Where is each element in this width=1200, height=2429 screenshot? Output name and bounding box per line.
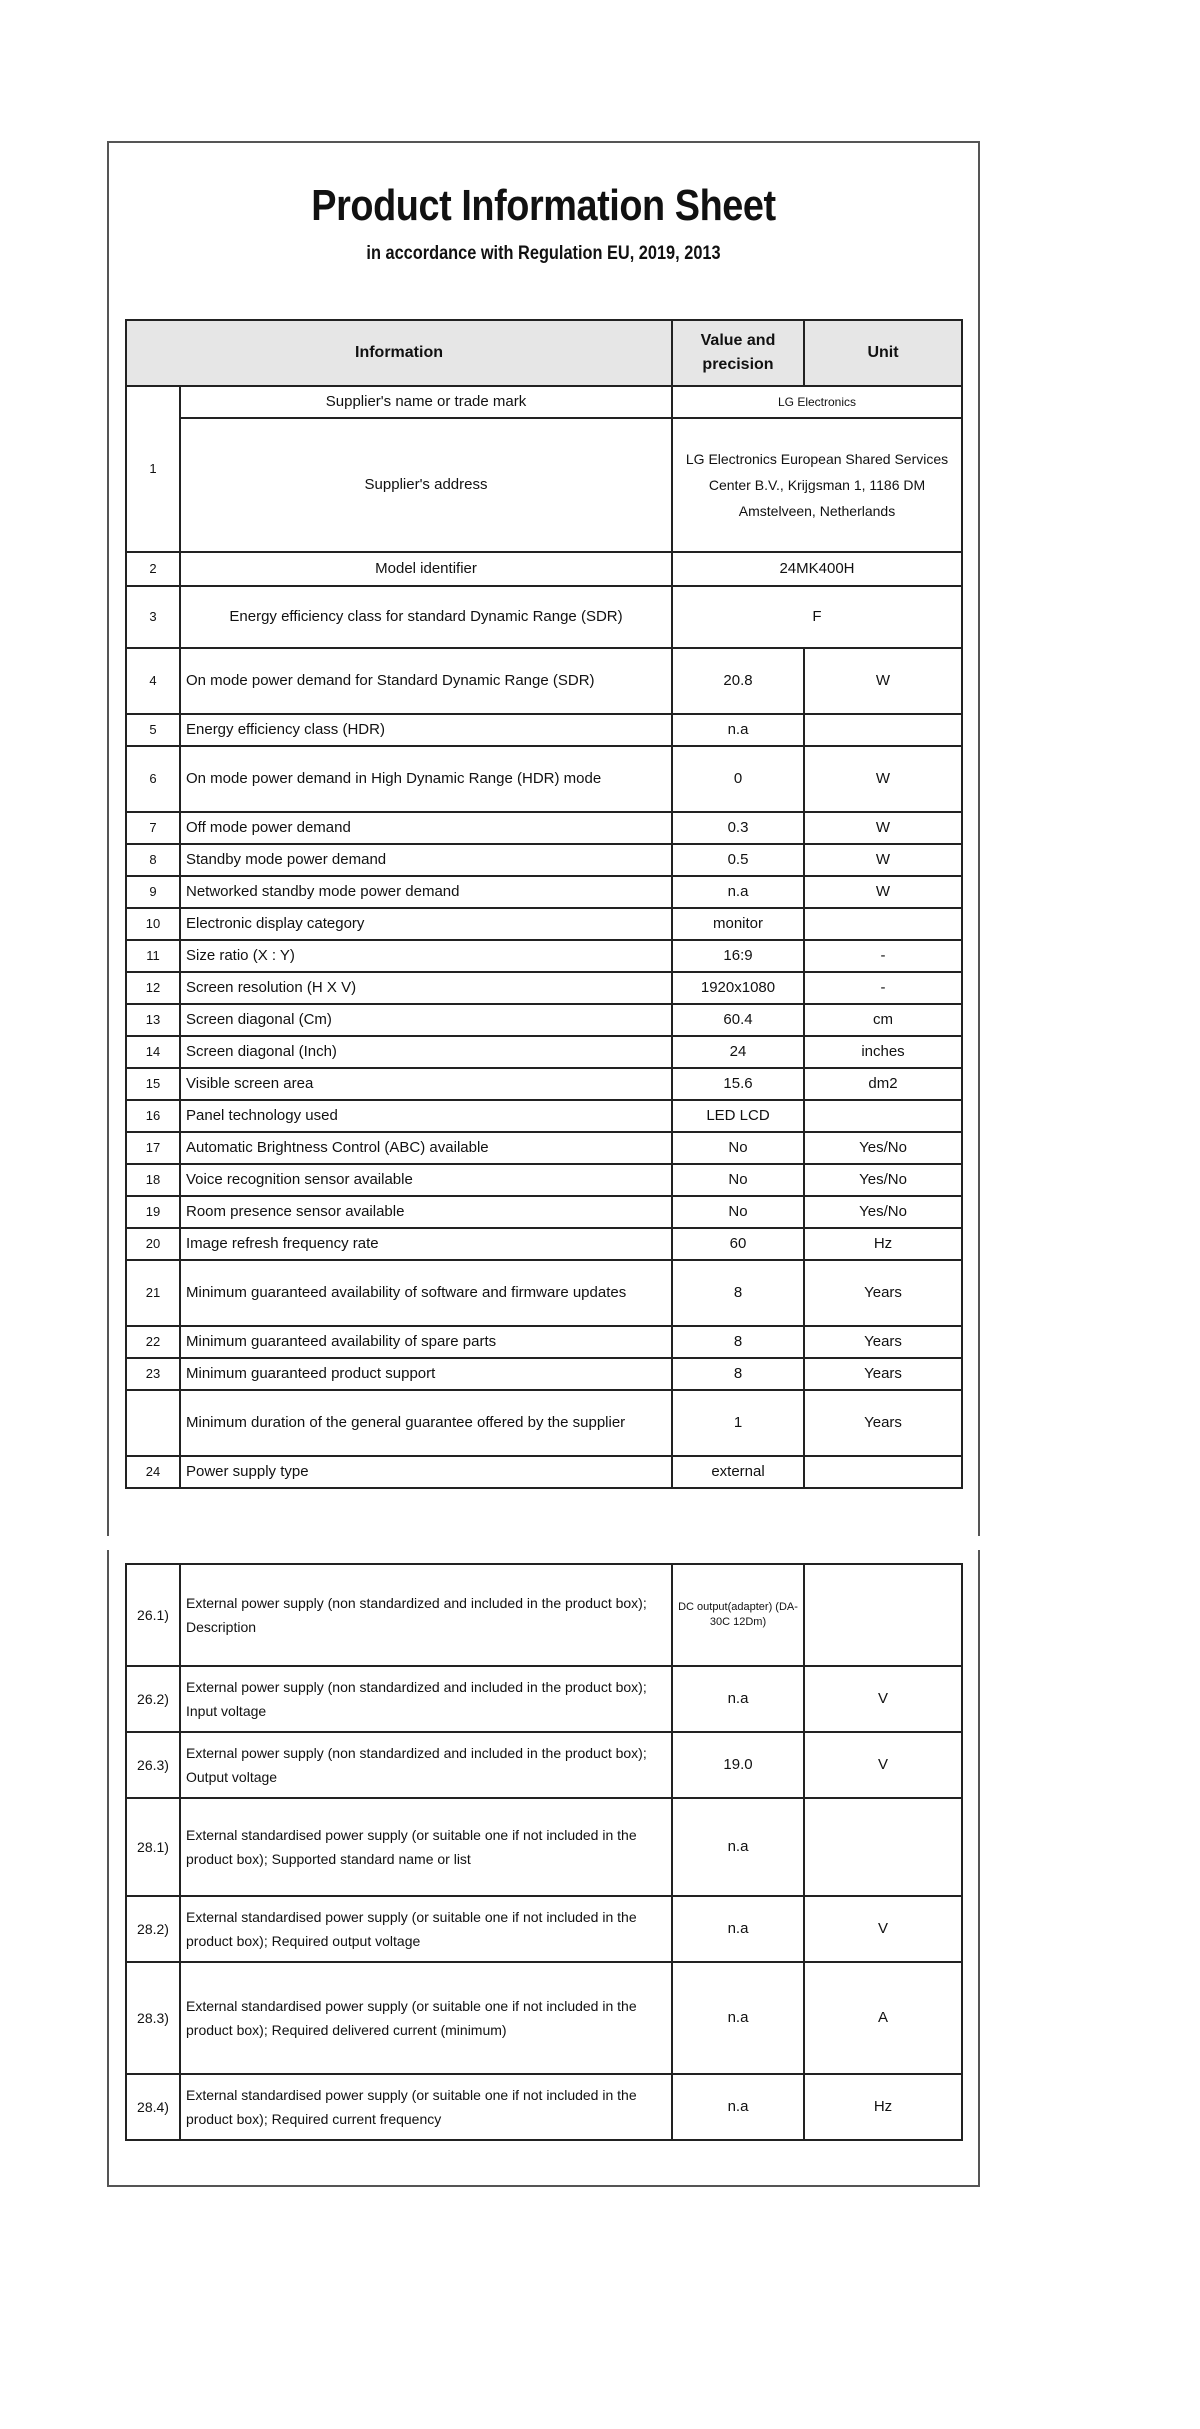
row-number: 28.1)	[126, 1798, 180, 1896]
table-row	[126, 1100, 962, 1132]
row-unit	[804, 714, 962, 746]
table-row	[126, 714, 962, 746]
row-label: Screen resolution (H X V)	[180, 972, 672, 1004]
row-label: Screen diagonal (Inch)	[180, 1036, 672, 1068]
row-value: 1	[672, 1390, 804, 1456]
row-label: Visible screen area	[180, 1068, 672, 1100]
row-label: Screen diagonal (Cm)	[180, 1004, 672, 1036]
row-value: n.a	[672, 1962, 804, 2074]
table-row	[126, 418, 962, 552]
row-unit: inches	[804, 1036, 962, 1068]
row-number: 10	[126, 908, 180, 940]
row-value: 1920x1080	[672, 972, 804, 1004]
row-unit: Years	[804, 1260, 962, 1326]
row-label: External power supply (non standardized and included in the product box); Input voltage	[180, 1666, 672, 1732]
row-label: Minimum duration of the general guarantee offered by the supplier	[180, 1390, 672, 1456]
row-unit: cm	[804, 1004, 962, 1036]
row-label: Off mode power demand	[180, 812, 672, 844]
row-value: 60	[672, 1228, 804, 1260]
row-value: n.a	[672, 714, 804, 746]
row-label: Automatic Brightness Control (ABC) available	[180, 1132, 672, 1164]
row-unit: W	[804, 812, 962, 844]
row-label: Model identifier	[180, 552, 672, 586]
row-number: 28.2)	[126, 1896, 180, 1962]
row-label: Supplier's name or trade mark	[180, 386, 672, 418]
row-label: Minimum guaranteed availability of software and firmware updates	[180, 1260, 672, 1326]
row-number: 6	[126, 746, 180, 812]
row-unit: V	[804, 1666, 962, 1732]
row-unit: Years	[804, 1390, 962, 1456]
row-number: 14	[126, 1036, 180, 1068]
row-number	[126, 1390, 180, 1456]
row-value: 24MK400H	[672, 552, 962, 586]
row-value: n.a	[672, 1798, 804, 1896]
row-number: 19	[126, 1196, 180, 1228]
table-row	[126, 1260, 962, 1326]
row-label: Room presence sensor available	[180, 1196, 672, 1228]
row-number: 22	[126, 1326, 180, 1358]
row-unit	[804, 1456, 962, 1488]
row-value: n.a	[672, 1666, 804, 1732]
table-row	[126, 1004, 962, 1036]
row-unit: dm2	[804, 1068, 962, 1100]
row-unit: W	[804, 876, 962, 908]
row-value: n.a	[672, 1896, 804, 1962]
product-information-sheet	[107, 141, 980, 2187]
row-value: 20.8	[672, 648, 804, 714]
row-value: 16:9	[672, 940, 804, 972]
row-label: Minimum guaranteed product support	[180, 1358, 672, 1390]
row-number: 12	[126, 972, 180, 1004]
table-row	[126, 1390, 962, 1456]
row-unit: Yes/No	[804, 1164, 962, 1196]
table-row	[126, 746, 962, 812]
table-header-row	[126, 320, 962, 386]
row-number: 17	[126, 1132, 180, 1164]
row-label: Panel technology used	[180, 1100, 672, 1132]
table-row	[126, 1326, 962, 1358]
row-value: 15.6	[672, 1068, 804, 1100]
row-label: Networked standby mode power demand	[180, 876, 672, 908]
row-value: LG Electronics European Shared Services Center B.V., Krijgsman 1, 1186 DM Amstelveen, Netherlands	[672, 418, 962, 552]
row-number: 2	[126, 552, 180, 586]
row-number: 5	[126, 714, 180, 746]
page-subtitle: in accordance with Regulation EU, 2019, 2013	[366, 243, 721, 264]
row-value: No	[672, 1164, 804, 1196]
col-header-unit: Unit	[804, 320, 962, 386]
row-number: 9	[126, 876, 180, 908]
table-row	[126, 1564, 962, 1666]
row-label: Minimum guaranteed availability of spare parts	[180, 1326, 672, 1358]
row-label: Voice recognition sensor available	[180, 1164, 672, 1196]
row-number: 23	[126, 1358, 180, 1390]
row-label: Energy efficiency class (HDR)	[180, 714, 672, 746]
row-number: 8	[126, 844, 180, 876]
row-label: Energy efficiency class for standard Dynamic Range (SDR)	[180, 586, 672, 648]
row-value: 19.0	[672, 1732, 804, 1798]
table-row	[126, 586, 962, 648]
row-value: external	[672, 1456, 804, 1488]
table-row	[126, 1666, 962, 1732]
row-label: External standardised power supply (or suitable one if not included in the product box); Supported standard name or list	[180, 1798, 672, 1896]
row-number: 7	[126, 812, 180, 844]
row-value: 24	[672, 1036, 804, 1068]
table-row	[126, 876, 962, 908]
row-value: 0.3	[672, 812, 804, 844]
row-value: F	[672, 586, 962, 648]
row-number: 4	[126, 648, 180, 714]
table-row	[126, 1732, 962, 1798]
table-row	[126, 2074, 962, 2140]
row-unit	[804, 908, 962, 940]
row-label: Size ratio (X : Y)	[180, 940, 672, 972]
row-value: 8	[672, 1358, 804, 1390]
table-row	[126, 1164, 962, 1196]
table-row	[126, 1358, 962, 1390]
table-row	[126, 386, 962, 418]
table-row	[126, 1896, 962, 1962]
row-value: 60.4	[672, 1004, 804, 1036]
row-number: 24	[126, 1456, 180, 1488]
row-unit	[804, 1564, 962, 1666]
row-number: 15	[126, 1068, 180, 1100]
table-row	[126, 1962, 962, 2074]
info-table	[125, 319, 963, 1489]
row-unit: Hz	[804, 1228, 962, 1260]
table-row	[126, 844, 962, 876]
row-label: External standardised power supply (or suitable one if not included in the product box); Required delivered current (minimum)	[180, 1962, 672, 2074]
table-row	[126, 972, 962, 1004]
col-header-value: Value and precision	[672, 320, 804, 386]
table-row	[126, 1196, 962, 1228]
row-value: 0	[672, 746, 804, 812]
row-number: 16	[126, 1100, 180, 1132]
row-unit: Years	[804, 1358, 962, 1390]
col-header-information: Information	[126, 320, 672, 386]
table-row	[126, 552, 962, 586]
row-unit: Yes/No	[804, 1132, 962, 1164]
row-value: 8	[672, 1326, 804, 1358]
row-label: External power supply (non standardized and included in the product box); Description	[180, 1564, 672, 1666]
table-row	[126, 1456, 962, 1488]
row-unit: V	[804, 1896, 962, 1962]
row-number: 13	[126, 1004, 180, 1036]
row-unit: Yes/No	[804, 1196, 962, 1228]
row-number: 11	[126, 940, 180, 972]
row-label: On mode power demand for Standard Dynamic Range (SDR)	[180, 648, 672, 714]
row-unit: W	[804, 746, 962, 812]
row-label: Electronic display category	[180, 908, 672, 940]
row-number: 1	[126, 386, 180, 552]
table-row	[126, 1132, 962, 1164]
row-label: Image refresh frequency rate	[180, 1228, 672, 1260]
row-number: 3	[126, 586, 180, 648]
row-number: 28.3)	[126, 1962, 180, 2074]
table-row	[126, 940, 962, 972]
row-unit: W	[804, 648, 962, 714]
page-title: Product Information Sheet	[311, 181, 776, 230]
row-unit: Years	[804, 1326, 962, 1358]
table-row	[126, 1068, 962, 1100]
table-row	[126, 1228, 962, 1260]
table-row	[126, 1798, 962, 1896]
table-row	[126, 648, 962, 714]
row-value: LED LCD	[672, 1100, 804, 1132]
row-label: Power supply type	[180, 1456, 672, 1488]
row-unit	[804, 1798, 962, 1896]
row-label: Standby mode power demand	[180, 844, 672, 876]
row-unit: W	[804, 844, 962, 876]
power-supply-table	[125, 1563, 963, 2141]
row-value: 8	[672, 1260, 804, 1326]
row-label: External standardised power supply (or suitable one if not included in the product box); Required current frequency	[180, 2074, 672, 2140]
row-value: n.a	[672, 876, 804, 908]
row-unit: -	[804, 940, 962, 972]
row-value: No	[672, 1196, 804, 1228]
row-number: 20	[126, 1228, 180, 1260]
row-value: LG Electronics	[672, 386, 962, 418]
row-unit	[804, 1100, 962, 1132]
row-unit: V	[804, 1732, 962, 1798]
table-row	[126, 812, 962, 844]
row-unit: A	[804, 1962, 962, 2074]
row-number: 28.4)	[126, 2074, 180, 2140]
row-value: n.a	[672, 2074, 804, 2140]
row-value: 0.5	[672, 844, 804, 876]
row-value: No	[672, 1132, 804, 1164]
row-label: On mode power demand in High Dynamic Range (HDR) mode	[180, 746, 672, 812]
row-value: monitor	[672, 908, 804, 940]
row-number: 21	[126, 1260, 180, 1326]
row-unit: Hz	[804, 2074, 962, 2140]
table-row	[126, 908, 962, 940]
row-number: 26.3)	[126, 1732, 180, 1798]
row-number: 26.1)	[126, 1564, 180, 1666]
row-number: 18	[126, 1164, 180, 1196]
row-unit: -	[804, 972, 962, 1004]
row-number: 26.2)	[126, 1666, 180, 1732]
page-break	[105, 1536, 984, 1550]
row-value: DC output(adapter) (DA-30C 12Dm)	[672, 1564, 804, 1666]
table-row	[126, 1036, 962, 1068]
row-label: Supplier's address	[180, 418, 672, 552]
row-label: External standardised power supply (or suitable one if not included in the product box); Required output voltage	[180, 1896, 672, 1962]
row-label: External power supply (non standardized and included in the product box); Output voltage	[180, 1732, 672, 1798]
